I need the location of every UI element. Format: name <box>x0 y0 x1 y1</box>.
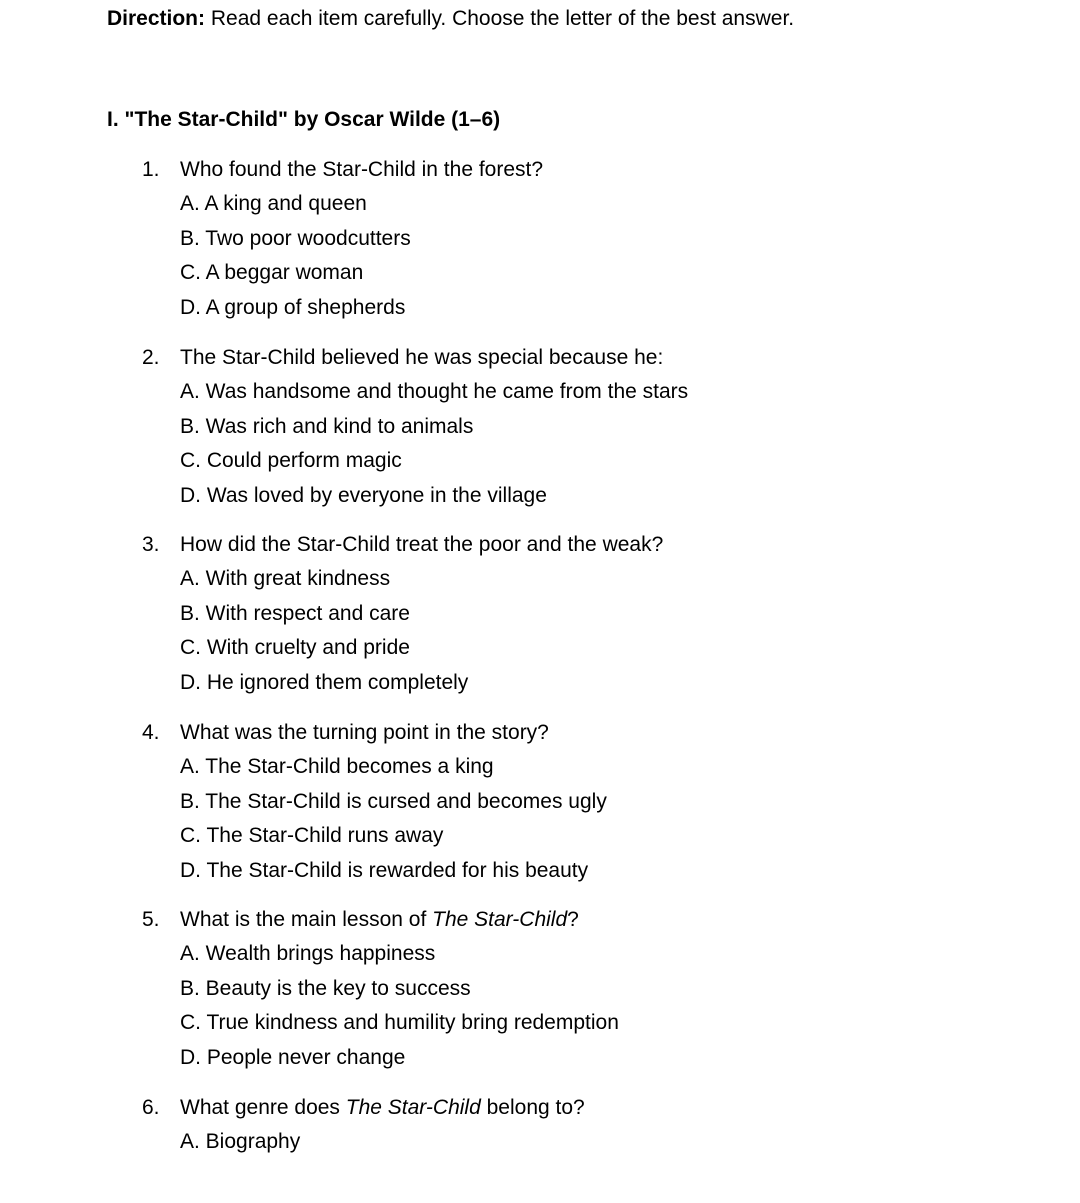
question-2 <box>0 344 1080 516</box>
question-line <box>0 1094 1080 1128</box>
option-text: C. Could perform magic <box>180 449 402 473</box>
question-text: What was the turning point in the story? <box>180 721 549 744</box>
question-1 <box>0 156 1080 328</box>
question-text-after: belong to? <box>480 1096 585 1119</box>
option-text: B. Beauty is the key to success <box>180 976 471 1000</box>
option-d[interactable] <box>0 1044 1080 1078</box>
option-text: A. Wealth brings happiness <box>180 942 436 966</box>
option-text: B. With respect and care <box>180 601 410 625</box>
question-text-before: What is the main lesson of <box>180 908 433 931</box>
direction-text: Read each item carefully. Choose the letter of the best answer. <box>205 7 795 30</box>
question-line <box>0 719 1080 753</box>
question-line <box>0 531 1080 565</box>
option-text: D. People never change <box>180 1045 406 1069</box>
option-text: D. A group of shepherds <box>180 295 406 319</box>
question-3 <box>0 531 1080 703</box>
option-text: A. Was handsome and thought he came from the stars <box>180 380 689 404</box>
option-text: C. The Star-Child runs away <box>180 824 444 848</box>
question-line <box>0 156 1080 190</box>
option-d[interactable] <box>0 669 1080 703</box>
option-c[interactable] <box>0 447 1080 481</box>
option-a[interactable] <box>0 190 1080 224</box>
question-number: 3. <box>142 533 160 556</box>
option-c[interactable] <box>0 822 1080 856</box>
option-c[interactable] <box>0 259 1080 293</box>
option-text: D. The Star-Child is rewarded for his beauty <box>180 858 589 882</box>
question-text-before: What genre does <box>180 1096 346 1119</box>
option-text: A. The Star-Child becomes a king <box>180 755 494 779</box>
option-text: A. A king and queen <box>180 192 367 216</box>
option-text: D. Was loved by everyone in the village <box>180 483 547 507</box>
question-text: The Star-Child believed he was special because he: <box>180 346 664 369</box>
option-a[interactable] <box>0 1128 1080 1162</box>
option-a[interactable] <box>0 940 1080 974</box>
question-6 <box>0 1094 1080 1163</box>
option-b[interactable] <box>0 600 1080 634</box>
option-text: C. True kindness and humility bring redemption <box>180 1011 619 1035</box>
work-title: The Star-Child <box>345 1096 481 1119</box>
direction-label: Direction: <box>107 7 206 30</box>
question-number: 2. <box>142 346 160 369</box>
option-b[interactable] <box>0 975 1080 1009</box>
question-text: Who found the Star-Child in the forest? <box>180 158 544 181</box>
option-text: B. The Star-Child is cursed and becomes ugly <box>180 789 607 813</box>
option-text: A. With great kindness <box>180 567 391 591</box>
question-number: 6. <box>142 1096 160 1119</box>
option-c[interactable] <box>0 1009 1080 1043</box>
question-number: 1. <box>142 158 160 181</box>
option-a[interactable] <box>0 753 1080 787</box>
option-a[interactable] <box>0 378 1080 412</box>
question-4 <box>0 719 1080 891</box>
option-text: B. Was rich and kind to animals <box>180 414 474 438</box>
question-text <box>180 1094 585 1122</box>
option-a[interactable] <box>0 565 1080 599</box>
option-text: C. With cruelty and pride <box>180 636 410 660</box>
section-title: I. "The Star-Child" by Oscar Wilde (1–6) <box>107 108 501 131</box>
option-d[interactable] <box>0 294 1080 328</box>
question-text: How did the Star-Child treat the poor and the weak? <box>180 533 664 556</box>
question-5 <box>0 906 1080 1078</box>
question-number: 5. <box>142 908 160 931</box>
option-b[interactable] <box>0 225 1080 259</box>
option-text: C. A beggar woman <box>180 261 364 285</box>
work-title: The Star-Child <box>432 908 568 931</box>
question-text <box>180 906 579 934</box>
option-text: B. Two poor woodcutters <box>180 226 411 250</box>
option-b[interactable] <box>0 788 1080 822</box>
direction-line <box>107 5 794 33</box>
question-number: 4. <box>142 721 160 744</box>
question-text-after: ? <box>567 908 579 931</box>
question-line <box>0 906 1080 940</box>
option-text: D. He ignored them completely <box>180 670 469 694</box>
option-d[interactable] <box>0 857 1080 891</box>
option-b[interactable] <box>0 413 1080 447</box>
question-line <box>0 344 1080 378</box>
option-text: A. Biography <box>180 1130 301 1154</box>
option-c[interactable] <box>0 634 1080 668</box>
option-d[interactable] <box>0 482 1080 516</box>
